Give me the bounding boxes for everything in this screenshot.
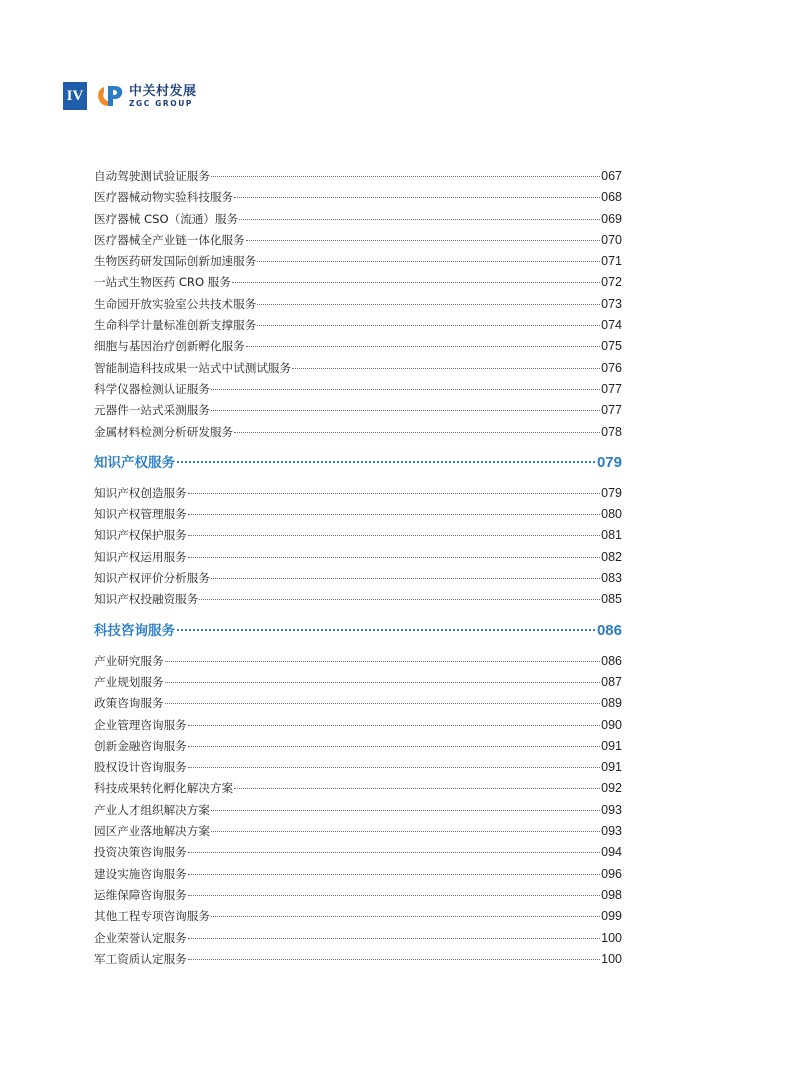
toc-entry-page: 069 xyxy=(601,211,622,226)
toc-entry-title: 其他工程专项咨询服务 xyxy=(94,909,210,924)
toc-entry[interactable] xyxy=(94,483,622,504)
toc-entry-title: 创新金融咨询服务 xyxy=(94,738,187,753)
logo-chinese-name: 中关村发展 xyxy=(129,83,197,99)
dot-leader xyxy=(199,599,600,600)
toc-entry-page: 091 xyxy=(601,760,622,775)
dot-leader xyxy=(188,938,600,939)
toc-entry[interactable] xyxy=(94,672,622,693)
toc-entry-page: 079 xyxy=(601,485,622,500)
toc-entry-title: 投资决策咨询服务 xyxy=(94,845,187,860)
toc-entry-page: 070 xyxy=(601,232,622,247)
toc-entry-title: 知识产权运用服务 xyxy=(94,549,187,564)
toc-entry[interactable] xyxy=(94,230,622,251)
toc-entry[interactable] xyxy=(94,504,622,525)
toc-entry-page: 086 xyxy=(601,653,622,668)
toc-entry-page: 093 xyxy=(601,824,622,839)
toc-entry[interactable] xyxy=(94,757,622,778)
toc-entry[interactable] xyxy=(94,693,622,714)
toc-entry-title: 建设实施咨询服务 xyxy=(94,866,187,881)
toc-entry-page: 092 xyxy=(601,781,622,796)
dot-leader xyxy=(232,282,600,283)
dot-leader xyxy=(234,788,600,789)
dot-leader xyxy=(211,176,600,177)
toc-entry[interactable] xyxy=(94,336,622,357)
toc-entry[interactable] xyxy=(94,358,622,379)
toc-entry-page: 083 xyxy=(601,571,622,586)
toc-entry[interactable] xyxy=(94,547,622,568)
dot-leader xyxy=(234,432,600,433)
dot-leader xyxy=(257,261,600,262)
zgc-logo xyxy=(95,84,197,108)
dot-leader xyxy=(188,746,600,747)
dot-leader xyxy=(188,852,600,853)
toc-entry-page: 077 xyxy=(601,381,622,396)
dot-leader xyxy=(292,368,600,369)
dot-leader xyxy=(211,389,600,390)
toc-entry-page: 091 xyxy=(601,738,622,753)
toc-entry-title: 元器件一站式采测服务 xyxy=(94,403,210,418)
toc-section-heading[interactable] xyxy=(94,443,622,483)
toc-entry[interactable] xyxy=(94,864,622,885)
toc-entry-page: 072 xyxy=(601,275,622,290)
toc-entry[interactable] xyxy=(94,294,622,315)
toc-entry[interactable] xyxy=(94,800,622,821)
toc-entry-title: 股权设计咨询服务 xyxy=(94,760,187,775)
logo-english-name: ZGC GROUP xyxy=(129,98,194,108)
toc-entry-page: 087 xyxy=(601,674,622,689)
toc-entry-title: 医疗器械动物实验科技服务 xyxy=(94,190,234,205)
toc-entry[interactable] xyxy=(94,209,622,230)
dot-leader xyxy=(165,703,601,704)
toc-entry[interactable] xyxy=(94,166,622,187)
toc-entry-title: 自动驾驶测试验证服务 xyxy=(94,169,210,183)
toc-entry-title: 生物医药研发国际创新加速服务 xyxy=(94,254,257,269)
table-of-contents xyxy=(94,166,622,970)
toc-entry-page: 099 xyxy=(601,909,622,924)
dot-leader xyxy=(239,219,600,220)
toc-entry-title: 知识产权管理服务 xyxy=(94,507,187,522)
toc-entry-title: 知识产权服务 xyxy=(94,454,175,471)
toc-entry[interactable] xyxy=(94,379,622,400)
dot-leader xyxy=(188,895,600,896)
toc-entry[interactable] xyxy=(94,568,622,589)
toc-entry-page: 085 xyxy=(601,592,622,607)
toc-entry-page: 076 xyxy=(601,360,622,375)
toc-entry-title: 科学仪器检测认证服务 xyxy=(94,381,210,396)
toc-entry-page: 078 xyxy=(601,424,622,439)
zgc-logo-icon xyxy=(95,84,125,108)
toc-entry-title: 产业规划服务 xyxy=(94,674,164,689)
dot-leader xyxy=(188,493,600,494)
dot-leader xyxy=(211,916,600,917)
toc-entry[interactable] xyxy=(94,422,622,443)
toc-entry-page: 098 xyxy=(601,887,622,902)
dot-leader xyxy=(188,767,600,768)
page-number-tab: IV xyxy=(63,82,87,110)
toc-entry-page: 100 xyxy=(601,951,622,966)
toc-entry-title: 知识产权保护服务 xyxy=(94,528,187,543)
toc-entry-title: 知识产权投融资服务 xyxy=(94,592,199,607)
toc-entry-title: 生命园开放实验室公共技术服务 xyxy=(94,296,257,311)
toc-entry[interactable] xyxy=(94,778,622,799)
toc-entry[interactable] xyxy=(94,400,622,421)
toc-entry-title: 知识产权评价分析服务 xyxy=(94,571,210,586)
dot-leader xyxy=(246,240,600,241)
toc-entry-page: 090 xyxy=(601,717,622,732)
toc-entry-title: 金属材料检测分析研发服务 xyxy=(94,424,234,439)
toc-section-heading[interactable] xyxy=(94,611,622,651)
toc-entry-page: 074 xyxy=(601,318,622,333)
dot-leader xyxy=(188,557,600,558)
toc-entry-page: 086 xyxy=(596,621,622,639)
toc-entry-page: 080 xyxy=(601,507,622,522)
toc-entry[interactable] xyxy=(94,272,622,293)
page-header xyxy=(63,82,197,110)
dot-leader xyxy=(177,629,595,631)
toc-entry[interactable] xyxy=(94,885,622,906)
dot-leader xyxy=(165,661,601,662)
toc-entry-page: 077 xyxy=(601,403,622,418)
toc-entry-page: 075 xyxy=(601,339,622,354)
dot-leader xyxy=(211,831,600,832)
toc-entry[interactable] xyxy=(94,906,622,927)
dot-leader xyxy=(188,874,600,875)
dot-leader xyxy=(165,682,601,683)
dot-leader xyxy=(211,410,600,411)
toc-entry[interactable] xyxy=(94,525,622,546)
toc-entry[interactable] xyxy=(94,315,622,336)
toc-entry[interactable] xyxy=(94,251,622,272)
toc-entry-page: 081 xyxy=(601,528,622,543)
toc-entry[interactable] xyxy=(94,949,622,970)
toc-entry-title: 企业荣誉认定服务 xyxy=(94,930,187,945)
toc-entry-title: 政策咨询服务 xyxy=(94,696,164,711)
toc-entry-title: 产业人才组织解决方案 xyxy=(94,802,210,817)
toc-entry-page: 071 xyxy=(601,254,622,269)
toc-entry[interactable] xyxy=(94,715,622,736)
toc-entry[interactable] xyxy=(94,821,622,842)
dot-leader xyxy=(188,514,600,515)
toc-entry[interactable] xyxy=(94,651,622,672)
toc-entry-title: 企业管理咨询服务 xyxy=(94,717,187,732)
dot-leader xyxy=(211,578,600,579)
toc-entry-title: 园区产业落地解决方案 xyxy=(94,824,210,839)
toc-entry-title: 医疗器械全产业链一体化服务 xyxy=(94,232,245,247)
toc-entry[interactable] xyxy=(94,187,622,208)
toc-entry-title: 科技成果转化孵化解决方案 xyxy=(94,781,234,796)
toc-entry-title: 医疗器械 CSO（流通）服务 xyxy=(94,211,239,226)
dot-leader xyxy=(188,959,600,960)
toc-entry-title: 生命科学计量标准创新支撑服务 xyxy=(94,318,257,333)
toc-entry-page: 093 xyxy=(601,802,622,817)
dot-leader xyxy=(246,346,600,347)
toc-entry-title: 一站式生物医药 CRO 服务 xyxy=(94,275,231,290)
toc-entry-page: 079 xyxy=(596,453,622,471)
toc-entry[interactable] xyxy=(94,736,622,757)
toc-entry-page: 096 xyxy=(601,866,622,881)
toc-entry-title: 运维保障咨询服务 xyxy=(94,887,187,902)
toc-entry[interactable] xyxy=(94,589,622,610)
dot-leader xyxy=(211,810,600,811)
toc-entry-title: 细胞与基因治疗创新孵化服务 xyxy=(94,339,245,354)
toc-entry[interactable] xyxy=(94,928,622,949)
dot-leader xyxy=(234,197,600,198)
toc-entry-title: 产业研究服务 xyxy=(94,653,164,668)
dot-leader xyxy=(177,461,595,463)
dot-leader xyxy=(257,325,600,326)
toc-entry-page: 089 xyxy=(601,696,622,711)
dot-leader xyxy=(188,535,600,536)
dot-leader xyxy=(188,725,600,726)
toc-entry-page: 067 xyxy=(601,169,622,183)
toc-entry[interactable] xyxy=(94,842,622,863)
toc-entry-title: 科技咨询服务 xyxy=(94,622,175,639)
toc-entry-title: 军工资质认定服务 xyxy=(94,951,187,966)
toc-entry-page: 073 xyxy=(601,296,622,311)
toc-entry-page: 094 xyxy=(601,845,622,860)
toc-entry-page: 082 xyxy=(601,549,622,564)
toc-entry-page: 068 xyxy=(601,190,622,205)
toc-entry-title: 知识产权创造服务 xyxy=(94,485,187,500)
toc-entry-title: 智能制造科技成果一站式中试测试服务 xyxy=(94,360,292,375)
dot-leader xyxy=(257,304,600,305)
toc-entry-page: 100 xyxy=(601,930,622,945)
